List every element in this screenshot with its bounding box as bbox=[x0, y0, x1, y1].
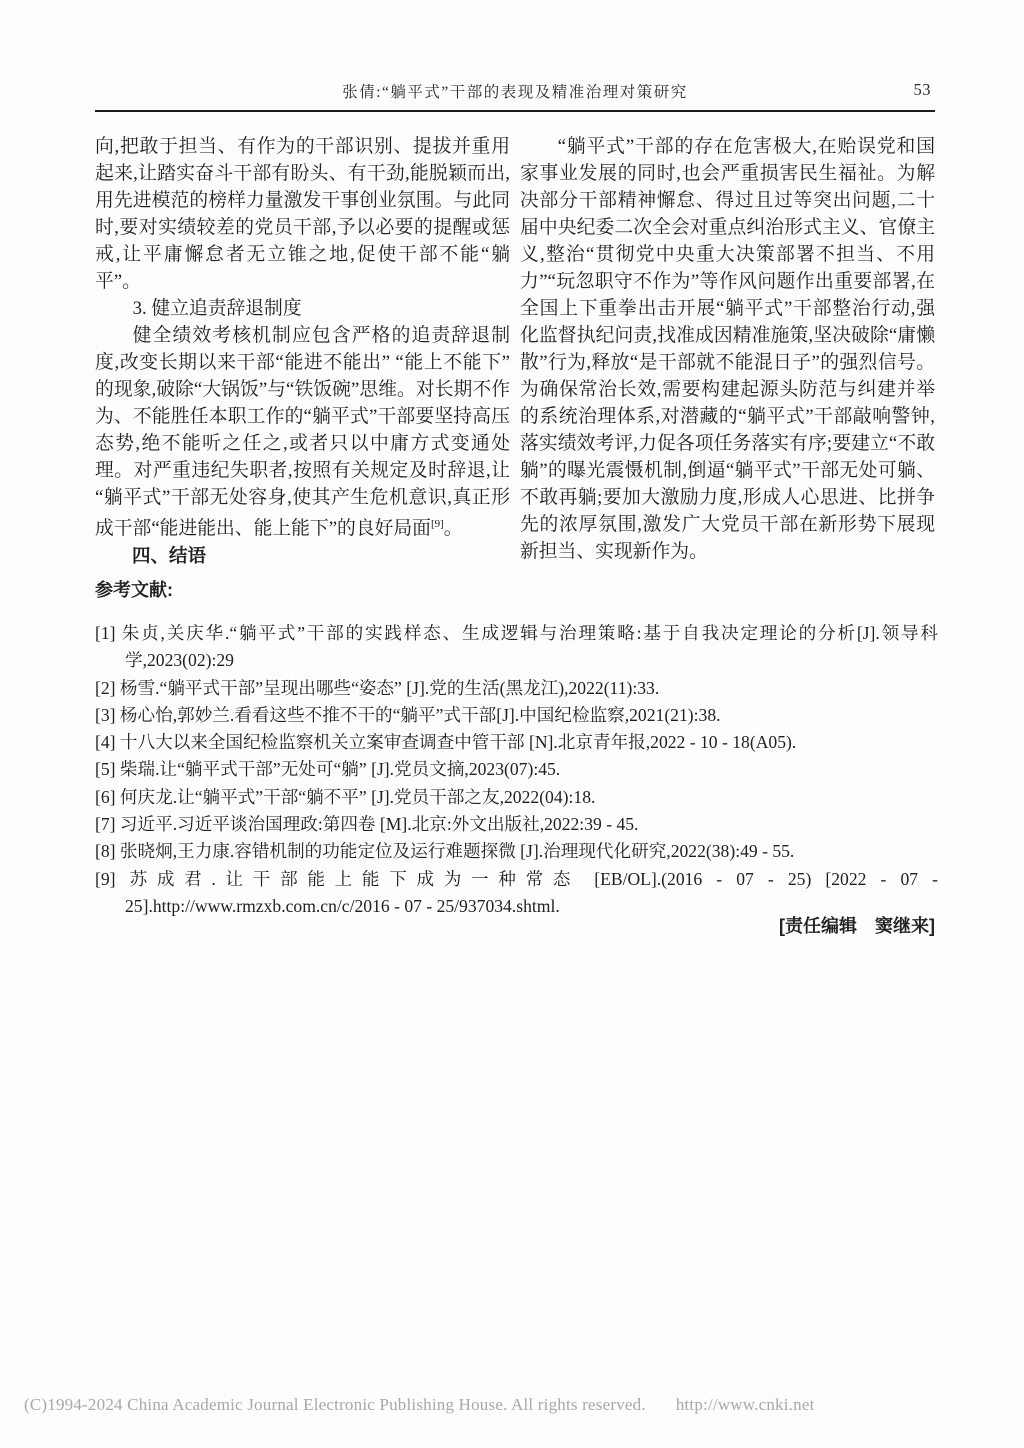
reference-item bbox=[95, 784, 938, 811]
reference-text: 张晓炯,王力康.容错机制的功能定位及运行难题探微 [J].治理现代化研究,2022(38):49 - 55. bbox=[119, 841, 795, 862]
reference-number: [2] bbox=[95, 677, 116, 698]
reference-number: [4] bbox=[95, 732, 116, 753]
page-number: 53 bbox=[913, 80, 931, 99]
reference-text: 杨心怡,郭妙兰.看看这些不推不干的“躺平”式干部[J].中国纪检监察,2021(21):38. bbox=[119, 704, 721, 725]
paragraph-body-end: 。 bbox=[443, 518, 463, 539]
body-columns bbox=[95, 133, 935, 569]
reference-text: 柴瑞.让“躺平式干部”无处可“躺” [J].党员文摘,2023(07):45. bbox=[119, 759, 561, 780]
reference-number: [7] bbox=[95, 814, 116, 835]
reference-item bbox=[95, 702, 938, 729]
reference-number: [6] bbox=[95, 786, 116, 807]
reference-item bbox=[95, 811, 938, 838]
reference-item bbox=[95, 838, 938, 865]
page-header bbox=[95, 80, 935, 106]
page-footer bbox=[24, 1395, 1000, 1415]
reference-number: [1] bbox=[95, 623, 116, 643]
reference-text: 苏成君.让干部能上能下成为一种常态 [EB/OL].(2016 - 07 - 25) [2022 - 07 - 25].http://www.rmzxb.com.cn/c/2016 - 07 - 25/937034.shtml. bbox=[125, 868, 939, 916]
reference-number: [9] bbox=[95, 868, 116, 889]
reference-text: 朱贞,关庆华.“躺平式”干部的实践样态、生成逻辑与治理策略:基于自我决定理论的分析[J].领导科学,2023(02):29 bbox=[121, 623, 938, 671]
paragraph-body bbox=[95, 322, 510, 542]
header-rule bbox=[95, 110, 935, 112]
paragraph-continuation: 向,把敢于担当、有作为的干部识别、提拔并重用起来,让踏实奋斗干部有盼头、有干劲,能脱颖而出,用先进模范的榜样力量激发干事创业氛围。与此同时,要对实绩较差的党员干部,予以必要的提醒或惩戒,让平庸懈怠者无立锥之地,促使干部不能“躺平”。 bbox=[95, 136, 510, 292]
references-heading: 参考文献: bbox=[95, 580, 173, 600]
reference-text: 杨雪.“躺平式干部”呈现出哪些“姿态” [J].党的生活(黑龙江),2022(11):33. bbox=[119, 677, 660, 698]
references-list bbox=[95, 620, 938, 920]
copyright-text: (C)1994-2024 China Academic Journal Electronic Publishing House. All rights reserved. bbox=[24, 1395, 646, 1414]
reference-number: [3] bbox=[95, 704, 116, 725]
reference-number: [5] bbox=[95, 759, 116, 780]
subsection-heading: 3. 健立追责辞退制度 bbox=[132, 298, 302, 319]
reference-text: 何庆龙.让“躺平式”干部“躺不平” [J].党员干部之友,2022(04):18. bbox=[119, 786, 596, 807]
column-right bbox=[520, 133, 935, 569]
reference-item bbox=[95, 756, 938, 783]
reference-text: 习近平.习近平谈治国理政:第四卷 [M].北京:外文出版社,2022:39 - 45. bbox=[119, 814, 639, 835]
paragraph-body-text: 健全绩效考核机制应包含严格的追责辞退制度,改变长期以来干部“能进不能出” “能上不能下”的现象,破除“大锅饭”与“铁饭碗”思维。对长期不作为、不能胜任本职工作的“躺平式”干部要坚持高压态势,绝不能听之任之,或者只以中庸方式变通处理。对严重违纪失职者,按照有关规定及时辞退,让“躺平式”干部无处容身,使其产生危机意识,真正形成干部“能进能出、能上能下”的良好局面 bbox=[95, 325, 510, 539]
reference-number: [8] bbox=[95, 841, 116, 862]
paragraph-conclusion: “躺平式”干部的存在危害极大,在贻误党和国家事业发展的同时,也会严重损害民生福祉。为解决部分干部精神懈怠、得过且过等突出问题,二十届中央纪委二次全会对重点纠治形式主义、官僚主义,整治“贯彻党中央重大决策部署不担当、不用力”“玩忽职守不作为”等作风问题作出重要部署,在全国上下重拳出击开展“躺平式”干部整治行动,强化监督执纪问责,找准成因精准施策,坚决破除“庸懒散”行为,释放“是干部就不能混日子”的强烈信号。为确保常治长效,需要构建起源头防范与纠建并举的系统治理体系,对潜藏的“躺平式”干部敲响警钟,落实绩效考评,力促各项任务落实有序;要建立“不敢躺”的曝光震慑机制,倒逼“躺平式”干部无处可躺、不敢再躺;要加大激励力度,形成人心思进、比拼争先的浓厚氛围,激发广大党员干部在新形势下展现新担当、实现新作为。 bbox=[520, 136, 935, 562]
section-heading-conclusion: 四、结语 bbox=[132, 545, 207, 566]
editor-note: [责任编辑 窦继来] bbox=[779, 916, 935, 936]
reference-item bbox=[95, 729, 938, 756]
column-left bbox=[95, 133, 510, 569]
reference-item bbox=[95, 675, 938, 702]
running-head-title: 张倩:“躺平式”干部的表现及精准治理对策研究 bbox=[342, 84, 688, 101]
citation-superscript: [9] bbox=[430, 518, 444, 530]
reference-text: 十八大以来全国纪检监察机关立案审查调查中管干部 [N].北京青年报,2022 - 10 - 18(A05). bbox=[119, 732, 797, 753]
reference-item bbox=[95, 620, 938, 675]
cnki-url: http://www.cnki.net bbox=[675, 1395, 815, 1414]
